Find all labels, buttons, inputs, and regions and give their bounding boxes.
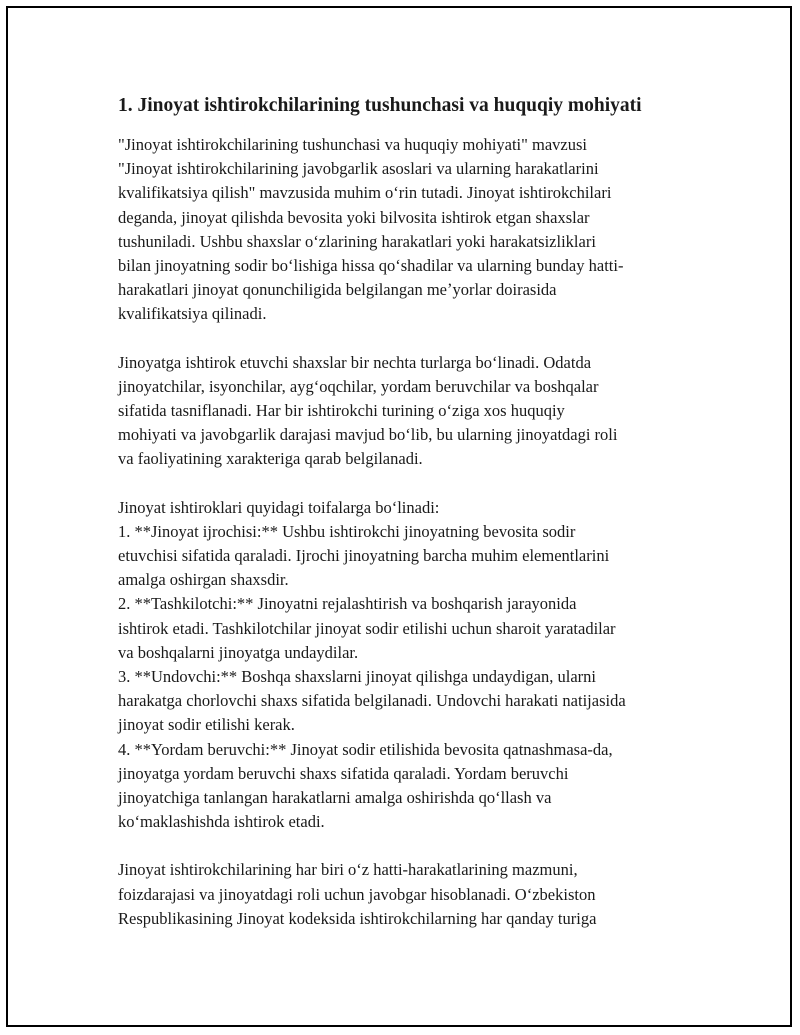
list-item-line: jinoyatga yordam beruvchi shaxs sifatida qaraladi. Yordam beruvchi xyxy=(118,763,569,783)
text-line: "Jinoyat ishtirokchilarining javobgarlik asoslari va ularning harakatlarini xyxy=(118,159,599,179)
text-line: bilan jinoyatning sodir boʻlishiga hissa qoʻshadilar va ularning bunday hatti- xyxy=(118,256,624,276)
text-line: "Jinoyat ishtirokchilarining tushunchasi va huquqiy mohiyati" mavzusi xyxy=(118,135,587,154)
paragraph-responsibility xyxy=(118,858,690,931)
text-line: kvalifikatsiya qilinadi. xyxy=(118,304,267,324)
list-item-line: jinoyat sodir etilishi kerak. xyxy=(118,715,295,735)
text-line: va faoliyatining xarakteriga qarab belgilanadi. xyxy=(118,449,423,469)
list-item-line: 1. **Jinoyat ijrochisi:** Ushbu ishtirokchi jinoyatning bevosita sodir xyxy=(118,521,576,541)
list-item-line: 3. **Undovchi:** Boshqa shaxslarni jinoyat qilishga undaydigan, ularni xyxy=(118,667,596,687)
list-item-line: ishtirok etadi. Tashkilotchilar jinoyat sodir etilishi uchun sharoit yaratadilar xyxy=(118,618,616,638)
list-intro-line: Jinoyat ishtiroklari quyidagi toifalarga boʻlinadi: xyxy=(118,497,440,517)
text-line: Respublikasining Jinoyat kodeksida ishtirokchilarning har qanday turiga xyxy=(118,908,597,928)
text-line: kvalifikatsiya qilish" mavzusida muhim oʻrin tutadi. Jinoyat ishtirokchilari xyxy=(118,183,612,203)
text-line: harakatlari jinoyat qonunchiligida belgilangan meʼyorlar doirasida xyxy=(118,280,557,300)
list-item-line: 4. **Yordam beruvchi:** Jinoyat sodir etilishida bevosita qatnashmasa-da, xyxy=(118,739,613,759)
text-line: jinoyatchilar, isyonchilar, aygʻoqchilar, yordam beruvchilar va boshqalar xyxy=(118,376,599,396)
list-item-line: harakatga chorlovchi shaxs sifatida belgilanadi. Undovchi harakati natijasida xyxy=(118,691,626,711)
paragraph-types xyxy=(118,351,690,472)
list-item-line: amalga oshirgan shaxsdir. xyxy=(118,570,289,590)
paragraph-intro xyxy=(118,133,690,327)
text-line: sifatida tasniflanadi. Har bir ishtirokchi turining oʻziga xos huquqiy xyxy=(118,401,565,421)
list-item-line: jinoyatchiga tanlangan harakatlarni amalga oshirishda qoʻllash va xyxy=(118,788,552,808)
text-line: mohiyati va javobgarlik darajasi mavjud boʻlib, bu ularning jinoyatdagi roli xyxy=(118,425,618,445)
text-line: Jinoyat ishtirokchilarining har biri oʻz hatti-harakatlarining mazmuni, xyxy=(118,860,578,880)
paragraph-categories-list xyxy=(118,496,690,835)
list-item-line: etuvchisi sifatida qaraladi. Ijrochi jinoyatning barcha muhim elementlarini xyxy=(118,546,610,566)
list-item-line: va boshqalarni jinoyatga undaydilar. xyxy=(118,642,359,662)
text-line: deganda, jinoyat qilishda bevosita yoki bilvosita ishtirok etgan shaxslar xyxy=(118,207,590,227)
text-line: Jinoyatga ishtirok etuvchi shaxslar bir nechta turlarga boʻlinadi. Odatda xyxy=(118,352,592,372)
text-line: foizdarajasi va jinoyatdagi roli uchun javobgar hisoblanadi. Oʻzbekiston xyxy=(118,884,596,904)
document-title: 1. Jinoyat ishtirokchilarining tushunchasi va huquqiy mohiyati xyxy=(118,95,642,116)
list-item-line: 2. **Tashkilotchi:** Jinoyatni rejalashtirish va boshqarish jarayonida xyxy=(118,594,577,614)
list-item-line: koʻmaklashishda ishtirok etadi. xyxy=(118,812,325,832)
text-line: tushuniladi. Ushbu shaxslar oʻzlarining harakatlari yoki harakatsizliklari xyxy=(118,231,596,251)
document-body xyxy=(118,93,690,955)
